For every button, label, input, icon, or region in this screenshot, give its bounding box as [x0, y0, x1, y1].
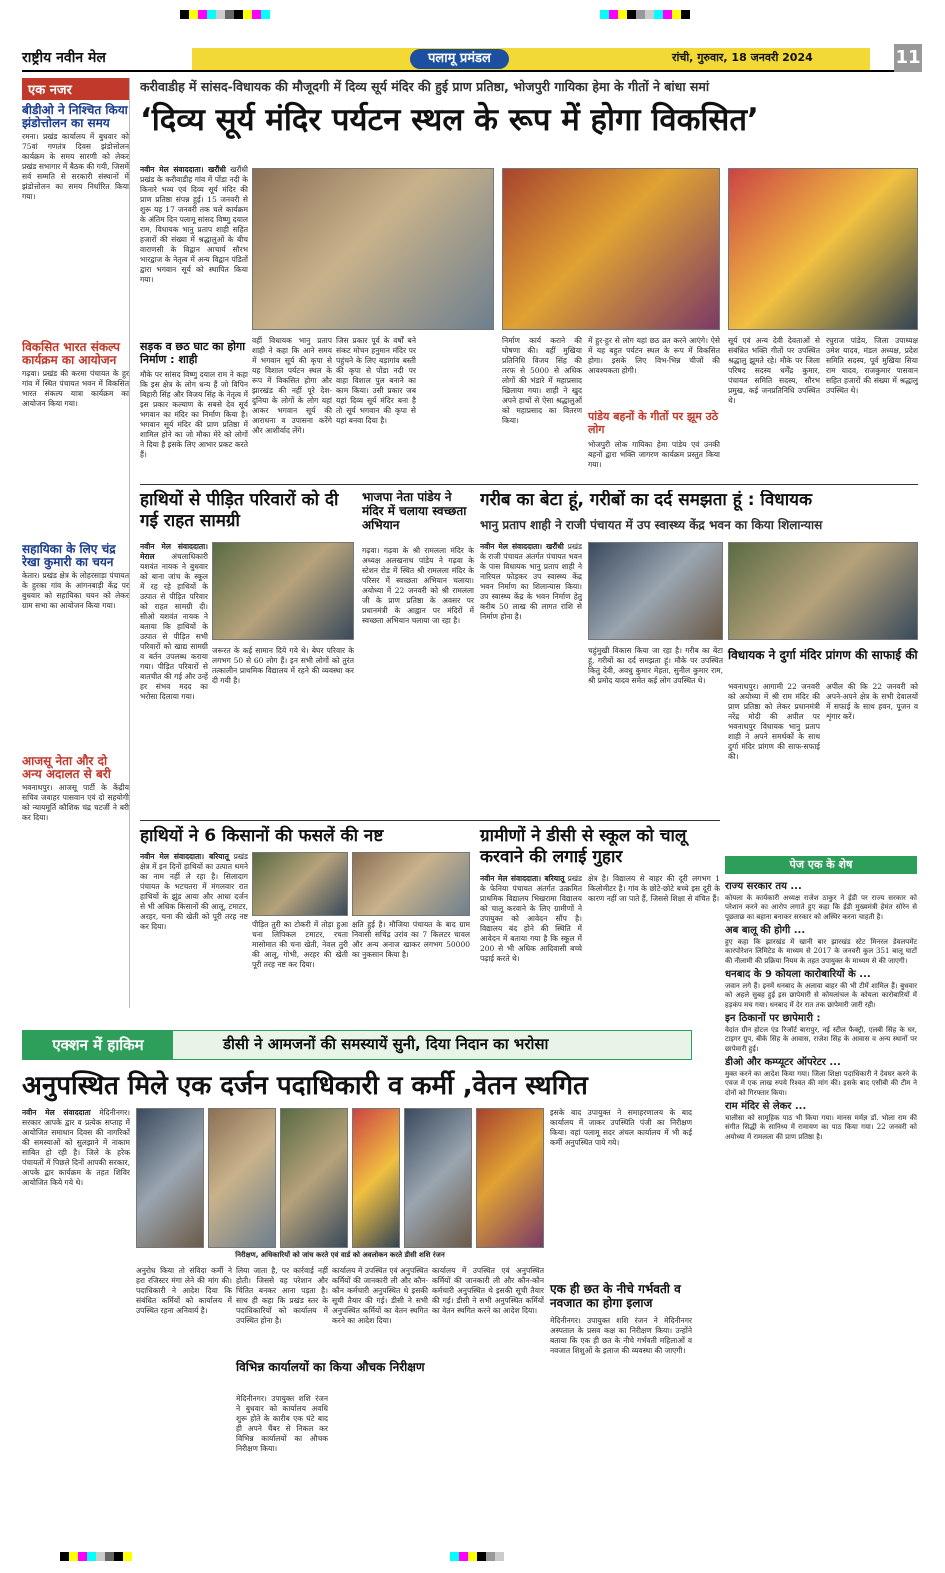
- dc-photo-2: [208, 1108, 276, 1248]
- lead-subhead: सड़क व छठ घाट का होगा निर्माण : शाही: [140, 340, 246, 366]
- mla-subheadline: भानु प्रताप शाही ने राजी पंचायत में उप स्वास्थ्य केंद्र भवन का किया शिलान्यास: [480, 518, 823, 532]
- page-ek-label: पेज एक के शेष: [725, 856, 917, 874]
- crop-photo-2: [352, 852, 470, 916]
- mla-column-2: चहुंमुखी विकास किया जा रहा है। गरीब का बेटा हूं, गरीबों का दर्द समझता हूं। मौके पर उपस्थित कितु देवी, अवधु कुमार मेहता, सुनील कुमार राम, श्री प्रमोद यादव समेत कई लोग उपस्थित थे।: [588, 646, 723, 685]
- action-byline: नवीन मेल संवाददाता: [22, 1108, 91, 1117]
- divider: [140, 484, 918, 485]
- sidebar-item-head: सहायिका के लिए चंद्र रेखा कुमारी का चयन: [22, 542, 116, 569]
- mla-sub-headline: विधायक ने दुर्गा मंदिर प्रांगण की साफाई की: [728, 648, 918, 662]
- dateline: रांची, गुरुवार, 18 जनवरी 2024: [672, 51, 813, 64]
- lead-kicker: करीवाडीह में सांसद-विधायक की मौजूदगी में दिव्य सूर्य मंदिर की हुई प्राण प्रतिष्ठा, भोजपुरी गायिका हेमा के गीतों ने बांधा समां: [140, 79, 710, 94]
- page-ek-body: कोयला के कार्यकारी अध्यक्ष राजेश ठाकुर ने ईडी पर राज्य सरकार को परेशान करने का आरोप लगाते हुए कहा कि ईडी मुख्यमंत्री हेमंत सोरेन से पूछताछ का बहाना बनाकर सरकार को अस्थिर करना चाहती है।: [725, 893, 917, 921]
- page-ek-head: धनबाद के 9 कोयला कारोबारियों के ...: [725, 969, 871, 980]
- section-name: पलामू प्रमंडल: [410, 49, 509, 69]
- page-ek-body: जवान लगे हैं। इनमें धनबाद के अलावा बाहर की भी टीमें शामिल हैं। बुधवार को अहले सुबह हुई इस छापेमारी से कोयलांचल के कोयला कारोबारियों में हड़कंप मच गया। धनबाद में देर रात तक छापेमारी जारी रही।: [725, 981, 917, 1009]
- elephant-relief-column-2: जरूरत के कई सामान दिये गये थे। बेघर परिवार के लगभग 50 से 60 लोग हैं। इन सभी लोगों को तुरंत तत्कालीन प्राथमिक विद्यालय में रहने की व्यवस्था कर दी गयी है।: [212, 646, 354, 685]
- action-column-7: इसके बाद उपायुक्त ने समाहरणालय के बाद कार्यालय में जाकर उपस्थिति पंजी का निरीक्षण किया। वहां पलामू सदर अंचल कार्यालय में भी कई कर्मी अनुपस्थित पाये गये।: [550, 1108, 692, 1147]
- school-body: प्रखंड के फेनिया पंचायत अंतर्गत उत्क्रमित प्राथमिक विद्यालय भिखरामा विद्यालय को चालू करवाने के लिए ग्रामीणों ने उपायुक्त को आवेदन सौंप है। विद्यालय बंद होने की स्थिति में आवेदन में बताया गया है कि स्कूल में 200 से भी अधिक आदिवासी बच्चे पढ़ाई करते थे।: [480, 874, 582, 963]
- school-column-2: क्षेत्र है। विद्यालय से बाहर की दूरी लगभग 1 किलोमीटर है। गांव के छोटे-छोटे बच्चे इस दूरी के कारण नहीं जा पाते हैं, जिससे शिक्षा से वंचित हैं।: [588, 874, 720, 903]
- dc-photo-6: [476, 1108, 544, 1248]
- mla-headline: गरीब का बेटा हूं, गरीबों का दर्द समझता हूं : विधायक: [480, 490, 813, 510]
- sidebar-item-body: गढ़वा। प्रखंड की करमा पंचायत के हुर गांव में स्थित पंचायत भवन में विकसित भारत संकल्प यात्रा कार्यक्रम का आयोजन किया गया।: [22, 369, 129, 408]
- school-byline: नवीन मेल संवाददाता। बरियातू: [480, 874, 565, 883]
- action-label: एक्शन में हाकिम: [23, 1031, 173, 1059]
- mla-column-4: अपील की कि 22 जनवरी को अपने-अपने क्षेत्र के सभी देवालयों में सफाई के साथ हवन, पूजन व शृंगार करें।: [826, 682, 918, 721]
- lead-column-7: रघुराज पांडेय, जिला उपाध्यक्ष उमेश यादव, मंडल अध्यक्ष, प्रदेश समिति सदस्य, पूर्व मुखिया सिया राम यादव, राजकुमार पासवान सहित हजारों की संख्या में श्रद्धालु उपस्थित थे।: [826, 336, 918, 395]
- singer-photo: [728, 168, 918, 330]
- elephant-crops-byline: नवीन मेल संवाददाता। बरियातू: [140, 852, 229, 861]
- page-ek-head: डीओ और कम्प्यूटर ऑपरेटर ...: [725, 1057, 841, 1068]
- action-column-5: कार्यालय में उपस्थित एवं अनुपस्थित कर्मियों की जानकारी ली और कौन-कौन कर्मचारी अनुपस्थित थे इसकी सूची तैयार की गई। डीसी ने सभी अनुपस्थित कर्मियों का वेतन स्थगित करने का आदेश दिया।: [332, 1266, 428, 1325]
- bjp-body: गढ़वा। गढ़वा के श्री रामलला मंदिर के अध्यक्ष अलखनाथ पांडेय ने गढ़वा के स्टेशन रोड में स्थित श्री रामलला मंदिर के परिसर में स्वच्छता अभियान चलाया। अयोध्या में 22 जनवरी को श्री रामलला जी के प्राण प्रतिष्ठा के अवसर पर प्रधानमंत्री के आह्वान पर मंदिरों में स्वच्छता अभियान चलाया जा रहा है।: [362, 546, 474, 625]
- temple-photo: [252, 168, 494, 330]
- lead-byline: नवीन मेल संवाददाता। खरौंधी: [140, 165, 226, 174]
- lead-column-6: सूर्य एवं अन्य देवी देवताओं से संबंधित भक्ति गीतों पर उपस्थित श्रद्धालु झूमते रहे। मौके पर जिला परिषद सदस्य धर्मेंद्र कुमार, पंचायत समिति सदस्य, सौरभ प्रमुख, कई जनप्रतिनिधि उपस्थित थे।: [728, 336, 820, 405]
- brand-name: राष्ट्रीय नवीन मेल: [22, 49, 106, 66]
- crop-photo-1: [252, 852, 348, 916]
- action-subhead: विभिन्न कार्यालयों का किया औचक निरीक्षण: [236, 1360, 425, 1374]
- elephant-crops-column-2: पीड़ित तुरी का टोकरी में तोड़ा हुआ चना लिपिकल टमाटर, रचता मासोमात की चना खेती, नेवल तुरी की आलू, गोभी, अरहर की खेती पूरी तरह नष्ट कर दिया।: [252, 920, 348, 969]
- action-column-6: कार्यालय में उपस्थित एवं अनुपस्थित कर्मियों की जानकारी ली और कौन-कौन कर्मचारी अनुपस्थित थे इसकी सूची तैयार की गई। डीसी ने सभी अनुपस्थित कर्मियों का वेतन स्थगित करने का आदेश दिया।: [432, 1266, 544, 1315]
- lead-headline: ‘दिव्य सूर्य मंदिर पर्यटन स्थल के रूप में होगा विकसित’: [140, 102, 759, 138]
- page-ek-head: राज्य सरकार तय ...: [725, 881, 802, 892]
- color-bar: [600, 10, 690, 19]
- lead-column-4: निर्माण कार्य कराने की घोषणा की। वहीं मुखिया प्रतिनिधि विजय सिंह की तरफ से 5000 से अधिक लोगों की भंडारे में महाप्रसाद खिलाया गया। शाही ने खुद अपने हाथों से ऐसा श्रद्धालुओं को महाप्रसाद का वितरण किया।: [502, 336, 582, 425]
- elephant-relief-byline: नवीन मेल संवाददाता। मेराल: [140, 542, 208, 561]
- lead-subhead-2: पांडेय बहनों के गीतों पर झूम उठे लोग: [588, 410, 719, 436]
- sidebar-item-head: आजसू नेता और दो अन्य अदालत से बरी: [22, 754, 111, 781]
- sidebar-item: [22, 341, 129, 539]
- page-ek-head: अब बालू की होगी ...: [725, 925, 806, 936]
- sidebar-label: एक नजर: [22, 78, 129, 100]
- cleaning-photo: [728, 542, 918, 640]
- bjp-headline: भाजपा नेता पांडेय ने मंदिर में चलाया स्वच्छता अभियान: [362, 490, 467, 532]
- action-subhead-2: एक ही छत के नीचे गर्भवती व नवजात का होगा इलाज: [550, 1282, 681, 1310]
- page-ek-head: इन ठिकानों पर छापेमारी :: [725, 1013, 821, 1024]
- dc-photo-1: [136, 1108, 204, 1248]
- mla-column-3: भवनाथपुर। आगामी 22 जनवरी को अयोध्या में श्री राम मंदिर की प्राण प्रतिष्ठा को लेकर प्रधानमंत्री नरेंद्र मोदी की अपील पर भवनाथपुर विधायक भानु प्रताप शाही ने अपने समर्थकों के साथ दुर्गा मंदिर प्रांगण की साफ-सफाई की।: [728, 682, 820, 761]
- masthead: [22, 44, 922, 72]
- foundation-photo: [588, 542, 723, 640]
- action-column-4: मेदिनीनगर। उपायुक्त शशि रंजन ने बुधवार को कार्यालय अवधि शुरू होते के कारीब एक घंटे बाद ही अपने चैंबर से निकल कर विभिन्न कार्यालयों का औचक निरीक्षण किया।: [236, 1394, 328, 1453]
- elephant-relief-body: अंचलाधिकारी यशवंत नायक ने बुधवार को बाना जांच के स्कूल में रह रहे हाथियों के उत्पात से पीड़ित परिवार को राहत सामग्री दी। सीओ यशवंत नायक ने बताया कि हाथियों के उत्पात से पीड़ित सभी परिवारों को खाद्य सामग्री व बर्तन उपलब्ध कराया गया। पीड़ित परिवारों से बातचीत की गई और उन्हें हर संभव मदद का भरोसा दिलाया गया।: [140, 552, 208, 701]
- sidebar-item-head: बीडीओ ने निश्चित किया झंडोत्तोलन का समय: [22, 103, 128, 130]
- sidebar-ek-nazar: [22, 78, 130, 1008]
- school-column-1: [480, 874, 582, 1012]
- relief-photo: [212, 542, 354, 640]
- lead-column-2: वहीं विधायक भानु प्रताप शाही ने कहा कि आने समय में भगवान सूर्य की कृपा से यह विशाल पर्यटन स्थल के रूप में विकसित होगा और झारखंड की नहीं पूरे देश-दुनिया के लोगों के लोग यहां आकर भगवान सूर्य की आराधना व उपासना करेंगे और आशीर्वाद लेंगे।: [252, 336, 332, 435]
- elephant-crops-body: प्रखंड क्षेत्र में इन दिनों हाथियों का उत्पात थमने का नाम नहीं ले रहा है। सिलादाग पंचायत के भटचतरा में मंगलवार रात हाथियों के झुंड आया और आधा दर्जन से भी अधिक किसानों की आलू, टमाटर, अरहर, चना की खेती को पूरी तरह नष्ट कर दिया।: [140, 852, 248, 931]
- color-bar: [60, 1552, 132, 1561]
- mla-column-1: [480, 542, 582, 814]
- elephant-crops-column-1: [140, 852, 248, 1012]
- registration-marks-bottom: [0, 1548, 945, 1570]
- action-headline: अनुपस्थित मिले एक दर्जन पदाधिकारी व कर्मी ,वेतन स्थगित: [22, 1071, 588, 1101]
- sidebar-item-head: विकसित भारत संकल्प कार्यक्रम का आयोजन: [22, 340, 120, 367]
- elephant-relief-column-1: [140, 542, 208, 814]
- dc-photo-5: [404, 1108, 472, 1248]
- lead-column-5b: भोजपुरी लोक गायिका हेमा पांडेय एवं उनकी बहनों द्वारा भक्ति जागरण कार्यक्रम प्रस्तुत किया गया।: [588, 440, 720, 469]
- dc-photo-3: [280, 1108, 348, 1248]
- action-column-1: [22, 1108, 130, 1543]
- sidebar-item-body: रमना। प्रखंड कार्यालय में बुधवार को 75वां गणतंत्र दिवस झंडोत्तोलन कार्यक्रम के समय सारणी को लेकर प्रखंड सभागार में बैठक की गयी, जिसमें सर्व सम्मति से सरकारी संस्थानों में झंडोत्तोलन का समय निर्धारित किया गया।: [22, 132, 129, 201]
- page-ek-body: चालीसा को सामूहिक पाठ भी किया गया। मानस मर्मज्ञ डॉ. भोला राम की संगीत सिद्धी के सानिध्य में रामायण का पाठ किया गया। 22 जनवरी को अयोध्या में रामलला की प्राण प्रतिष्ठा है।: [725, 1113, 917, 1141]
- lead-body: खरौंधी प्रखंड के करीवाडीह गांव में पोंडा नदी के किनारे भव्य एवं दिव्य सूर्य मंदिर की प्राण प्रतिष्ठा संपन्न हुई। 15 जनवरी से शुरू यह 17 जनवरी तक चले कार्यक्रम के अंतिम दिन पलामू सांसद विष्णु दयाल राम, विधायक भानु प्रताप शाही सहित हजारों की संख्या में श्रद्धालुओं के बीच वाराणसी के विद्वान आचार्य सौरभ भारद्वाज के नेतृत्व में अन्य विद्वान पंडितों द्वारा भगवान सूर्य को स्थापित किया गया।: [140, 165, 248, 284]
- page-ek-body: हुए कहा कि झारखंड में खानी बार झारखंड स्टेट मिनरल डेवलपमेंट कारपोरेशन लिमिटेड के माध्यम से 2017 के जनवरी कुल 351 बालू घाटों की नीलामी की प्रक्रिया नियम के तहत उपायुक्त के माध्यम से की जाएगी।: [725, 937, 917, 965]
- action-column-3: लिया जाता है, पर कार्रवाई नहीं होती। जिससे वह परेशान और चिंतित बनकर आना पड़ता है। साथ ही कहा कि प्रखंड स्तर के पदाधिकारियों को कार्यालय में उपस्थित होना है।: [236, 1266, 328, 1325]
- page-ek-head: राम मंदिर से लेकर ...: [725, 1101, 807, 1112]
- sidebar-item: [22, 755, 129, 823]
- mla-byline: नवीन मेल संवाददाता। खरौंधी: [480, 542, 564, 551]
- photo-caption: निरीक्षण, अधिकारियों को जांच करते एवं वार्ड को अवलोकन करते डीसी शशि रंजन: [235, 1251, 445, 1259]
- mla-body: प्रखंड के राजी पंचायत अंतर्गत पंचायत भवन के पास विधायक भानु प्रताप शाही ने नारियल फोड़कर उप स्वास्थ्य केंद्र भवन निर्माण का शिलान्यास किया। उप स्वास्थ्य केंद्र के भवन निर्माण हेतु करीब 50 लाख की लागत राशि से निर्माण होना है।: [480, 542, 582, 621]
- registration-marks-top: [0, 0, 945, 30]
- lead-column-3: जिस प्रकार पूर्व के वर्षों बने संकट मोचन हनुमान मंदिर पर पहुंचने के लिए बड़ागांव बस्ती की कृपा से पोंडा नदी पर वाहा विशाल पुल बनाने का काम किया। उसी प्रकार जब यहां दिव्य सूर्य मंदिर बना है तो सूर्य भगवान की कृपा से यहां बनवा दिया है।: [336, 336, 416, 425]
- sidebar-item-body: केतार। प्रखंड क्षेत्र के लोहरसाड़ा पंचायत के हुरका गांव के आंगनबाड़ी केंद्र पर बुधवार को सहायिका चयन को लेकर ग्राम सभा का आयोजन किया गया।: [22, 571, 129, 610]
- lead-column-1b: मौके पर सांसद विष्णु दयाल राम ने कहा कि इस क्षेत्र के लोग धन्य हैं जो विपिन बिहारी सिंह और विजय सिंह के नेतृत्व में इस प्रकार कल्याण के सबसे देव सूर्य भगवान का मंदिर का निर्माण किया है। भगवान सूर्य मंदिर की प्राण प्रतिष्ठा में शामिल होने का जो मौका मेरे को लोगों ने दिया है इसके लिए आभार प्रकट करते हैं।: [140, 370, 248, 459]
- action-body: मेदिनीनगर। सरकार आपके द्वार व प्रत्येक सप्ताह में आयोजित समाधान दिवस की नागरिकों की समस्याओं को सुलझाने में नाकाम साबित हो रही है। जिले के हरेक पंचायतों में पिछले दिनों आपकी सरकार, आपके द्वार कार्यक्रम के तहत शिविर आयोजित किये गये थे।: [22, 1108, 130, 1187]
- lead-column-1: [140, 165, 248, 335]
- sidebar-item: [22, 543, 129, 751]
- sidebar-item-body: भवनाथपुर। आजसू पार्टी के केंद्रीय सचिव जवाहर पासवान एवं दो सहयोगी को न्यायमूर्ति कौशिक चंद्र चटर्जी ने बरी कर दिया।: [22, 783, 129, 822]
- lead-column-5: में हुर-हुर से लोग यहां छठ व्रत करने आएंगे। ऐसे में यह बहुत पर्यटन स्थल के रूप में विकसित होगा। इसके लिए विभ-भिन्न चीजों की आवश्यकता होगी।: [588, 336, 720, 375]
- leaders-photo: [502, 168, 720, 330]
- color-bar: [450, 1552, 504, 1561]
- dc-headline: डीसी ने आमजनों की समस्यायें सुनी, दिया निदान का भरोसा: [223, 1035, 549, 1053]
- page-number: 11: [894, 44, 922, 72]
- elephant-crops-column-3: क्षति हुई है। मौजिया पंचायत के बाद ग्राम निवासी सचिंद्र उरांव का 7 किलटर चावल और अन्य अनाज खाकर लगभग 50000 का नुकसान किया है।: [352, 920, 470, 959]
- page-ek-body: मुक्त करने का आदेश किया गया। जिला शिक्षा पदाधिकारी ने देवघर करने के एवज में एक लाख रुपये रिश्वत की मांग की। इसके बाद एसीबी की टीम ने दोनों को गिरफ्तार किया।: [725, 1069, 917, 1097]
- action-bar: [22, 1030, 692, 1060]
- divider: [140, 820, 720, 821]
- page-ek-body: वेदांत ग्रीन होटल एंड रिजॉर्ट बारापुर, नई स्टील फैक्ट्री, एलबी सिंह के घर, टाइगर ग्रुप, बीके सिंह के आवास, राजेश सिंह के आवास व अन्य स्थानों पर छापेमारी हुई।: [725, 1025, 917, 1053]
- elephant-relief-headline: हाथियों से पीड़ित परिवारों को दी गई राहत सामग्री: [140, 490, 339, 531]
- color-bar: [180, 10, 270, 19]
- page-ek-column: [725, 878, 917, 1538]
- action-column-8: मेदिनीनगर। उपायुक्त शशि रंजन ने मेदिनीनगर अस्पताल के प्रसव कक्ष का निरीक्षण किया। उन्होंने बताया कि एक ही छत के नीचे गर्भवती महिलाओं व नवजात शिशुओं के इलाज की व्यवस्था की जाएगी।: [550, 1316, 692, 1355]
- dc-photo-4: [352, 1108, 400, 1248]
- sidebar-item: [22, 104, 129, 337]
- school-headline: ग्रामीणों ने डीसी से स्कूल को चालू करवाने की लगाई गुहार: [480, 826, 687, 867]
- elephant-crops-headline: हाथियों ने 6 किसानों की फसलें की नष्ट: [140, 826, 384, 846]
- action-column-2: अनुरोध किया तो संविदा कर्मी ने हरा रजिस्टर मंगा लेने की मांग की। पदाधिकारी ने आदेश दिया कि संबंधित कर्मियों को कार्यालय में उपस्थित रहना अनिवार्य है।: [136, 1266, 232, 1315]
